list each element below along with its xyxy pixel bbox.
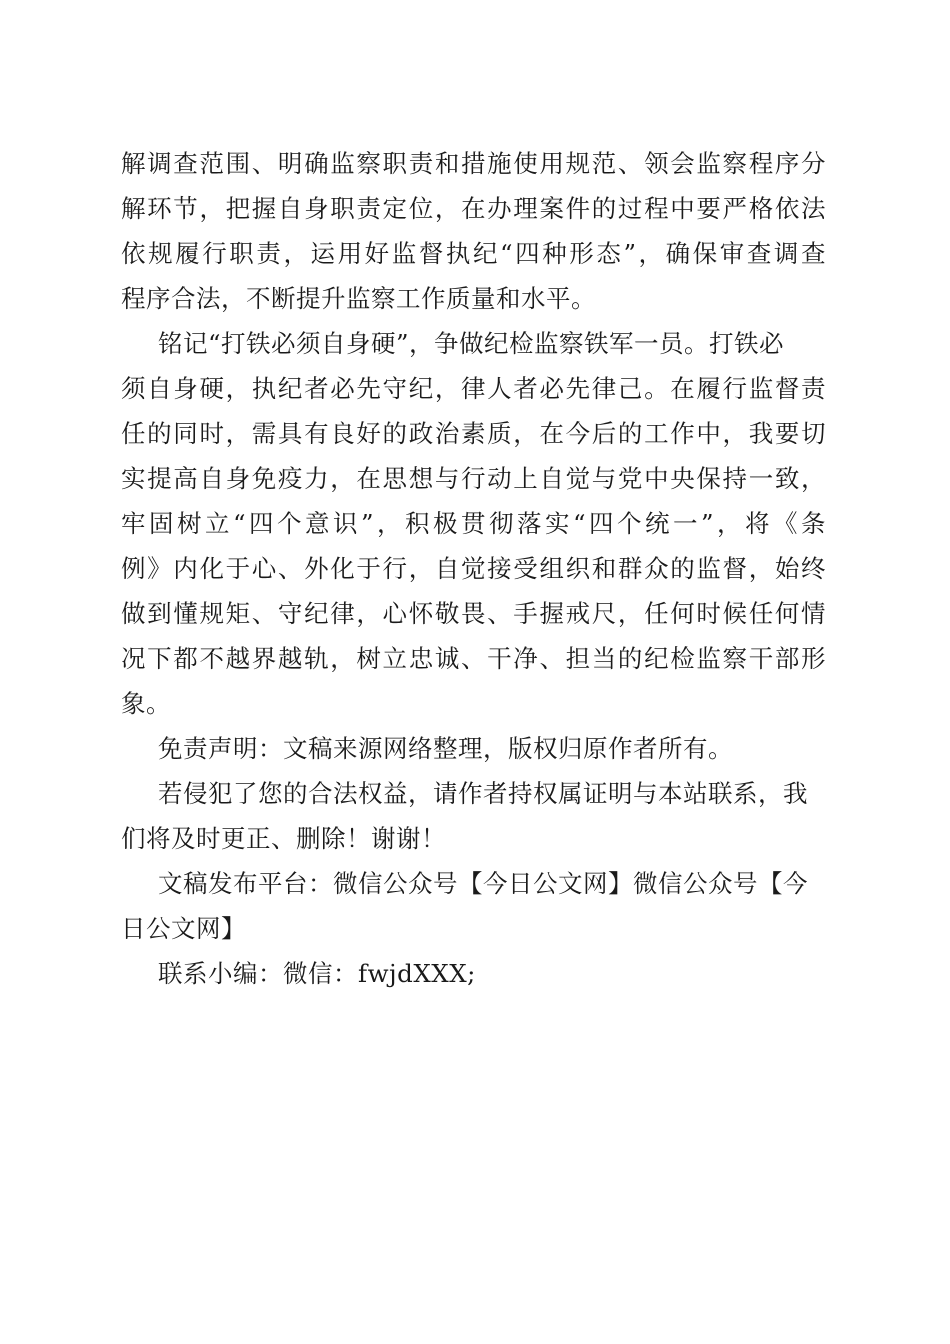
- paragraph-1-line-1: 解调查范围、明确监察职责和措施使用规范、领会监察程序分: [121, 149, 826, 178]
- infringement-notice-line-1: 若侵犯了您的合法权益，请作者持权属证明与本站联系，我: [158, 779, 808, 808]
- infringement-notice-line-2: 们将及时更正、删除！谢谢！: [121, 824, 446, 853]
- document-body: [121, 141, 826, 996]
- paragraph-2-line-7: 做到懂规矩、守纪律，心怀敬畏、手握戒尺，任何时候任何情: [121, 599, 826, 628]
- contact-line: 联系小编：微信：fwjdXXX;: [158, 959, 476, 988]
- paragraph-2-line-2: 须自身硬，执纪者必先守纪，律人者必先律己。在履行监督责: [121, 374, 826, 403]
- paragraph-2-line-6: 例》内化于心、外化于行，自觉接受组织和群众的监督，始终: [121, 554, 826, 583]
- platform-line-1: 文稿发布平台：微信公众号【今日公文网】微信公众号【今: [158, 869, 808, 898]
- paragraph-2-line-8: 况下都不越界越轨，树立忠诚、干净、担当的纪检监察干部形: [121, 644, 826, 673]
- paragraph-2-line-4: 实提高自身免疫力，在思想与行动上自觉与党中央保持一致，: [121, 464, 826, 493]
- platform-line-2: 日公文网】: [121, 914, 246, 943]
- paragraph-2-line-5: 牢固树立“四个意识”，积极贯彻落实“四个统一”，将《条: [121, 509, 826, 538]
- disclaimer-line: 免责声明：文稿来源网络整理，版权归原作者所有。: [158, 734, 733, 763]
- paragraph-2-line-3: 任的同时，需具有良好的政治素质，在今后的工作中，我要切: [121, 419, 826, 448]
- paragraph-2-line-9: 象。: [121, 689, 171, 718]
- paragraph-1-line-3: 依规履行职责，运用好监督执纪“四种形态”，确保审查调查: [121, 239, 826, 268]
- paragraph-1-line-2: 解环节，把握自身职责定位，在办理案件的过程中要严格依法: [121, 194, 826, 223]
- paragraph-2-line-1: 铭记“打铁必须自身硬”，争做纪检监察铁军一员。打铁必: [158, 329, 785, 358]
- paragraph-1-line-4: 程序合法，不断提升监察工作质量和水平。: [121, 284, 596, 313]
